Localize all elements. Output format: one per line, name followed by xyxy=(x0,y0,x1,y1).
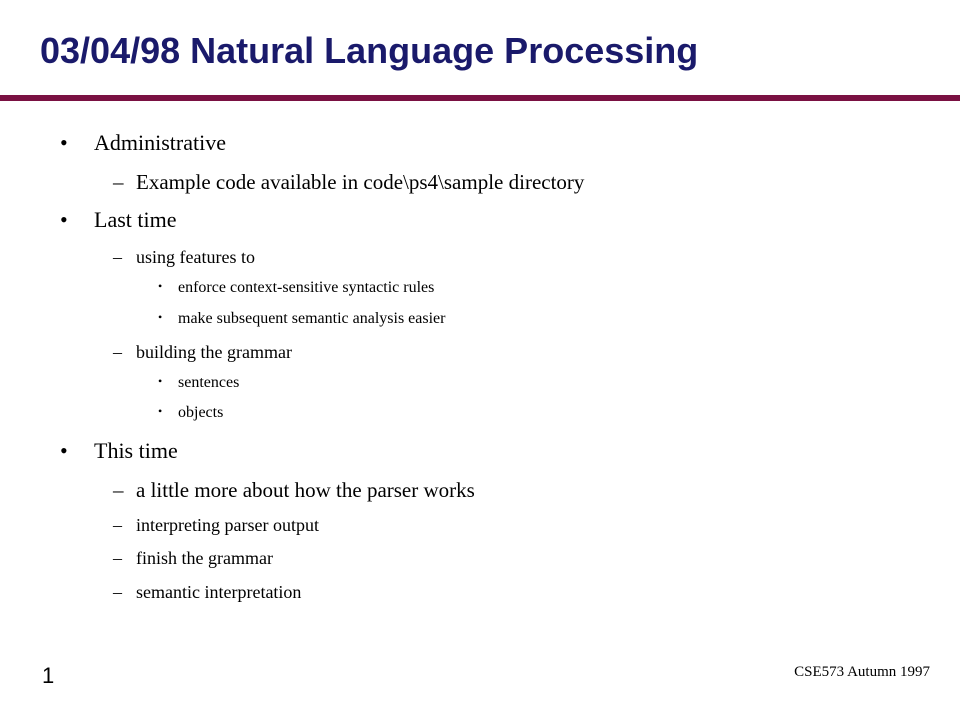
dash-marker: – xyxy=(113,342,122,362)
bullet-text: This time xyxy=(94,438,178,463)
title-divider xyxy=(0,95,960,101)
bullet-last-time xyxy=(60,209,176,231)
bullet-marker: • xyxy=(60,438,68,463)
subsubitem-text: sentences xyxy=(178,374,240,391)
subitem-text: finish the grammar xyxy=(136,548,273,568)
subitem-text: semantic interpretation xyxy=(136,582,302,602)
dash-marker: – xyxy=(113,170,124,194)
bullet-marker: • xyxy=(60,130,68,155)
dash-marker: – xyxy=(113,247,122,267)
subitem-text: Example code available in code\ps4\sample directory xyxy=(136,170,585,194)
slide-title: 03/04/98 Natural Language Processing xyxy=(40,30,699,71)
bullet-marker: • xyxy=(158,310,163,324)
subsubitem-enforce xyxy=(158,280,434,296)
subsubitem-objects xyxy=(158,405,223,421)
dash-marker: – xyxy=(113,582,122,602)
subitem-semantic-interpretation xyxy=(113,583,301,601)
subsubitem-semantic xyxy=(158,311,445,327)
subitem-using-features xyxy=(113,248,255,266)
subitem-interpreting-output xyxy=(113,516,319,534)
bullet-text: Administrative xyxy=(94,130,226,155)
page-number: 1 xyxy=(42,663,55,688)
dash-marker: – xyxy=(113,548,122,568)
subsubitem-text: objects xyxy=(178,404,224,421)
dash-marker: – xyxy=(113,515,122,535)
bullet-marker: • xyxy=(158,374,163,388)
bullet-marker: • xyxy=(158,279,163,293)
subitem-text: building the grammar xyxy=(136,342,292,362)
dash-marker: – xyxy=(113,478,124,502)
subitem-parser-works xyxy=(113,480,475,501)
subitem-building-grammar xyxy=(113,343,292,361)
bullet-marker: • xyxy=(158,404,163,418)
bullet-marker: • xyxy=(60,207,68,232)
bullet-this-time xyxy=(60,440,178,462)
subsubitem-text: enforce context-sensitive syntactic rules xyxy=(178,279,435,296)
subitem-text: using features to xyxy=(136,247,255,267)
bullet-text: Last time xyxy=(94,207,177,232)
subsubitem-sentences xyxy=(158,375,239,391)
subitem-text: interpreting parser output xyxy=(136,515,319,535)
subitem-text: a little more about how the parser works xyxy=(136,478,475,502)
bullet-administrative xyxy=(60,132,226,154)
course-footer: CSE573 Autumn 1997 xyxy=(794,664,930,680)
subitem-finish-grammar xyxy=(113,549,273,567)
subsubitem-text: make subsequent semantic analysis easier xyxy=(178,310,446,327)
subitem-example-code xyxy=(113,172,584,193)
